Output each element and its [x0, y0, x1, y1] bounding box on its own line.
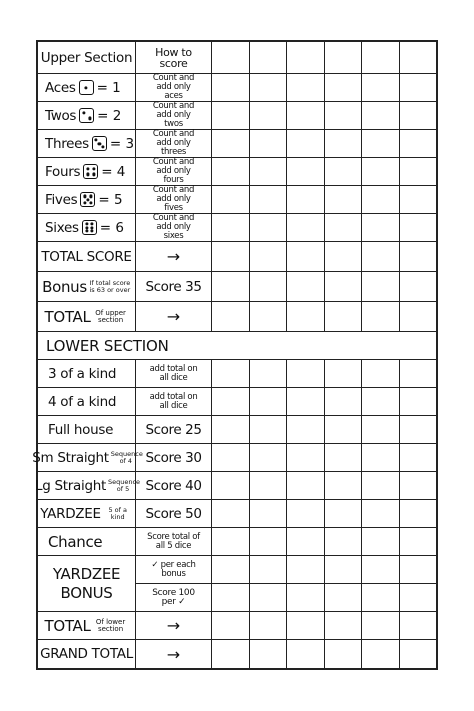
- score-cell[interactable]: [362, 42, 400, 74]
- score-cell[interactable]: [325, 528, 363, 556]
- score-cell[interactable]: [325, 640, 363, 668]
- score-cell[interactable]: [287, 272, 325, 302]
- category-label: Sm Straight: [32, 449, 109, 466]
- score-cell[interactable]: [362, 472, 400, 500]
- total-upper-label: TOTAL: [44, 307, 91, 326]
- score-cell[interactable]: [250, 360, 288, 388]
- score-cell[interactable]: [362, 130, 400, 158]
- score-cell[interactable]: [400, 584, 438, 612]
- scoring-rule: Count and add only sixes: [152, 213, 195, 241]
- lower-row: [38, 360, 436, 388]
- scoring-rule: Count and add only twos: [152, 101, 195, 129]
- score-cell[interactable]: [325, 242, 363, 272]
- score-cell[interactable]: [212, 416, 250, 444]
- scoring-rule-cell: [136, 388, 212, 416]
- score-cell[interactable]: [212, 242, 250, 272]
- face-value: = 6: [99, 219, 124, 236]
- score-cell[interactable]: [362, 556, 400, 584]
- score-cell[interactable]: [250, 242, 288, 272]
- category-note: 5 of a kind: [108, 505, 127, 521]
- score-cell[interactable]: [325, 584, 363, 612]
- score-cell[interactable]: [212, 640, 250, 668]
- score-cell[interactable]: [250, 612, 288, 640]
- how-to-score-label: How to score: [155, 45, 192, 70]
- score-cell[interactable]: [250, 214, 288, 242]
- score-cell[interactable]: [400, 214, 438, 242]
- score-cell[interactable]: [362, 158, 400, 186]
- score-cell[interactable]: [400, 74, 438, 102]
- score-cell[interactable]: [362, 272, 400, 302]
- grand-total-arrow-cell: [136, 640, 212, 668]
- yardzee-bonus-subrow: [38, 584, 436, 612]
- scoring-rule-cell: [136, 102, 212, 130]
- lower-label-cell: [38, 528, 136, 556]
- upper-section-label: Upper Section: [40, 49, 133, 66]
- score-cell[interactable]: [212, 42, 250, 74]
- score-cell[interactable]: [287, 130, 325, 158]
- score-cell[interactable]: [212, 388, 250, 416]
- score-cell[interactable]: [212, 556, 250, 584]
- scoring-rule-cell: [136, 416, 212, 444]
- total-upper-note: Of upper section: [95, 308, 126, 324]
- score-cell[interactable]: [212, 302, 250, 332]
- category-note: Sequence of 4: [110, 449, 143, 465]
- upper-row-sixes: [38, 214, 436, 242]
- arrow-icon: →: [166, 616, 181, 635]
- score-cell[interactable]: [287, 472, 325, 500]
- score-cell[interactable]: [400, 640, 438, 668]
- score-cell[interactable]: [400, 528, 438, 556]
- upper-row-aces: [38, 74, 436, 102]
- score-cell[interactable]: [250, 472, 288, 500]
- score-cell[interactable]: [212, 444, 250, 472]
- score-cell[interactable]: [250, 102, 288, 130]
- bonus-score: Score 35: [145, 278, 202, 295]
- grand-total-label-cell: [38, 640, 136, 668]
- score-cell[interactable]: [325, 416, 363, 444]
- lower-label-cell: [38, 500, 136, 528]
- lower-label-cell: [38, 416, 136, 444]
- category-label: Aces: [45, 79, 76, 96]
- score-cell[interactable]: [400, 416, 438, 444]
- face-value: = 2: [97, 107, 122, 124]
- arrow-icon: →: [166, 644, 181, 664]
- lower-row: [35, 472, 436, 500]
- yardzee-bonus-label: YARDZEE BONUS: [52, 564, 121, 602]
- upper-label-cell: [38, 74, 136, 102]
- category-label: Full house: [48, 421, 114, 438]
- total-lower-note: Of lower section: [95, 617, 126, 633]
- lower-row: [32, 444, 436, 472]
- score-cell[interactable]: [250, 388, 288, 416]
- score-cell[interactable]: [287, 388, 325, 416]
- score-cell[interactable]: [400, 42, 438, 74]
- score-cell[interactable]: [287, 556, 325, 584]
- scoring-rule: Count and add only fives: [152, 185, 195, 213]
- score-cell[interactable]: [362, 360, 400, 388]
- score-cell[interactable]: [287, 242, 325, 272]
- score-cell[interactable]: [325, 74, 363, 102]
- upper-row-fours: [38, 158, 436, 186]
- upper-label-cell: [38, 102, 136, 130]
- bonus-score-cell: [136, 272, 212, 302]
- score-cell[interactable]: [325, 186, 363, 214]
- score-cell[interactable]: [287, 158, 325, 186]
- category-label: Fives: [45, 191, 78, 208]
- category-label: 3 of a kind: [48, 365, 117, 382]
- score-cell[interactable]: [287, 42, 325, 74]
- scoring-rule-cell: [136, 500, 212, 528]
- scoring-rule-cell: [136, 186, 212, 214]
- lower-label-cell: [38, 388, 136, 416]
- upper-label-cell: [38, 130, 136, 158]
- yardzee-score-label: Score 100 per ✓: [152, 587, 195, 607]
- score-cell[interactable]: [362, 388, 400, 416]
- upper-label-cell: [38, 214, 136, 242]
- score-cell[interactable]: [362, 302, 400, 332]
- scoring-rule-cell: [136, 472, 212, 500]
- yardzee-check-label: ✓ per each bonus: [151, 559, 196, 579]
- score-cell[interactable]: [325, 102, 363, 130]
- upper-label-cell: [38, 186, 136, 214]
- scoring-rule: Score 40: [145, 477, 202, 494]
- lower-row: [38, 416, 436, 444]
- category-label: Threes: [45, 135, 89, 152]
- score-cell[interactable]: [287, 102, 325, 130]
- score-cell[interactable]: [325, 472, 363, 500]
- scoring-rule-cell: [136, 444, 212, 472]
- score-cell[interactable]: [212, 272, 250, 302]
- score-cell[interactable]: [250, 528, 288, 556]
- score-cell[interactable]: [325, 272, 363, 302]
- score-cell[interactable]: [212, 360, 250, 388]
- score-cell[interactable]: [212, 158, 250, 186]
- scoring-rule-cell: [136, 214, 212, 242]
- scoring-rule: Score 30: [145, 449, 202, 466]
- lower-label-cell: [32, 444, 143, 472]
- score-cell[interactable]: [362, 74, 400, 102]
- score-cell[interactable]: [400, 186, 438, 214]
- scoring-rule-cell: [136, 528, 212, 556]
- score-cell[interactable]: [325, 556, 363, 584]
- score-cell[interactable]: [362, 102, 400, 130]
- score-cell[interactable]: [400, 130, 438, 158]
- total-score-row: [38, 242, 436, 272]
- score-cell[interactable]: [212, 186, 250, 214]
- scoring-rule: Count and add only aces: [152, 73, 195, 101]
- grand-total-row: [38, 640, 436, 668]
- score-cell[interactable]: [400, 500, 438, 528]
- score-cell[interactable]: [400, 158, 438, 186]
- arrow-icon: →: [166, 247, 181, 266]
- category-label: Sixes: [45, 219, 79, 236]
- category-label: YARDZEE: [40, 505, 101, 522]
- score-cell[interactable]: [362, 416, 400, 444]
- score-cell[interactable]: [362, 528, 400, 556]
- upper-row-threes: [38, 130, 436, 158]
- score-cell[interactable]: [250, 186, 288, 214]
- scoring-rule-cell: [136, 74, 212, 102]
- total-upper-label-cell: [38, 302, 136, 332]
- scoring-rule: Count and add only fours: [152, 157, 195, 185]
- category-label: Fours: [45, 163, 81, 180]
- scoring-rule: Score 25: [145, 421, 202, 438]
- score-cell[interactable]: [287, 584, 325, 612]
- upper-section-header-row: [38, 42, 436, 74]
- score-cell[interactable]: [212, 528, 250, 556]
- yardzee-score-sheet: [32, 40, 438, 670]
- score-cell[interactable]: [287, 214, 325, 242]
- score-cell[interactable]: [287, 444, 325, 472]
- score-cell[interactable]: [325, 130, 363, 158]
- lower-label-cell: [38, 360, 136, 388]
- score-cell[interactable]: [325, 42, 363, 74]
- bonus-row: [38, 272, 436, 302]
- category-label: Lg Straight: [35, 477, 106, 494]
- score-cell[interactable]: [325, 444, 363, 472]
- score-cell[interactable]: [287, 360, 325, 388]
- score-cell[interactable]: [250, 584, 288, 612]
- score-cell[interactable]: [287, 416, 325, 444]
- score-cell[interactable]: [362, 640, 400, 668]
- score-cell[interactable]: [212, 612, 250, 640]
- score-cell[interactable]: [400, 272, 438, 302]
- yardzee-bonus-subrow: [38, 556, 436, 584]
- scoring-rule: Score total of all 5 dice: [147, 531, 200, 551]
- die-3-icon: [92, 136, 107, 151]
- score-cell[interactable]: [362, 612, 400, 640]
- bonus-note: If total score is 63 or over: [89, 278, 131, 294]
- score-cell[interactable]: [400, 302, 438, 332]
- score-cell[interactable]: [287, 302, 325, 332]
- score-cell[interactable]: [212, 74, 250, 102]
- score-cell[interactable]: [287, 186, 325, 214]
- scoring-rule: add total on all dice: [149, 391, 198, 411]
- yardzee-bonus-row: [38, 556, 436, 612]
- score-cell[interactable]: [325, 500, 363, 528]
- score-cell[interactable]: [250, 272, 288, 302]
- lower-label-cell: [35, 472, 141, 500]
- face-value: = 3: [109, 135, 135, 152]
- score-cell[interactable]: [362, 500, 400, 528]
- total-score-label: TOTAL SCORE: [41, 248, 132, 265]
- score-cell[interactable]: [400, 242, 438, 272]
- grand-total-label: GRAND TOTAL: [40, 646, 133, 662]
- category-label: Twos: [45, 107, 77, 124]
- lower-section-header: [38, 332, 436, 360]
- score-cell[interactable]: [325, 302, 363, 332]
- face-value: = 4: [101, 163, 126, 180]
- score-cell[interactable]: [250, 302, 288, 332]
- die-1-icon: [79, 80, 94, 95]
- score-cell[interactable]: [400, 444, 438, 472]
- score-cell[interactable]: [400, 388, 438, 416]
- score-cell[interactable]: [362, 584, 400, 612]
- category-label: 4 of a kind: [48, 393, 117, 410]
- total-lower-row: [38, 612, 436, 640]
- total-upper-arrow-cell: [136, 302, 212, 332]
- lower-row: [38, 500, 436, 528]
- score-cell[interactable]: [400, 102, 438, 130]
- score-cell[interactable]: [362, 186, 400, 214]
- score-cell[interactable]: [325, 360, 363, 388]
- arrow-icon: →: [166, 307, 181, 326]
- category-label: Chance: [48, 532, 103, 551]
- score-cell[interactable]: [287, 640, 325, 668]
- total-score-label-cell: [38, 242, 136, 272]
- score-cell[interactable]: [212, 130, 250, 158]
- die-5-icon: [80, 192, 95, 207]
- score-cell[interactable]: [325, 158, 363, 186]
- die-4-icon: [83, 164, 98, 179]
- face-value: = 5: [98, 191, 123, 208]
- score-cell[interactable]: [325, 612, 363, 640]
- die-6-icon: [82, 220, 97, 235]
- score-cell[interactable]: [212, 584, 250, 612]
- score-cell[interactable]: [250, 444, 288, 472]
- score-cell[interactable]: [250, 42, 288, 74]
- score-cell[interactable]: [400, 472, 438, 500]
- score-cell[interactable]: [362, 214, 400, 242]
- upper-row-fives: [38, 186, 436, 214]
- score-cell[interactable]: [212, 500, 250, 528]
- upper-row-twos: [38, 102, 436, 130]
- bonus-label-cell: [38, 272, 136, 302]
- score-cell[interactable]: [287, 528, 325, 556]
- score-cell[interactable]: [400, 360, 438, 388]
- scoring-rule-cell: [136, 158, 212, 186]
- score-cell[interactable]: [362, 444, 400, 472]
- total-lower-label-cell: [38, 612, 136, 640]
- score-cell[interactable]: [250, 640, 288, 668]
- score-cell[interactable]: [212, 472, 250, 500]
- score-cell[interactable]: [287, 612, 325, 640]
- total-upper-row: [38, 302, 436, 332]
- score-cell[interactable]: [250, 74, 288, 102]
- score-cell[interactable]: [250, 416, 288, 444]
- scoring-rule-cell: [136, 360, 212, 388]
- score-cell[interactable]: [212, 102, 250, 130]
- total-lower-arrow-cell: [136, 612, 212, 640]
- how-to-score-cell: [136, 42, 212, 74]
- total-lower-label: TOTAL: [44, 616, 91, 635]
- total-score-arrow-cell: [136, 242, 212, 272]
- score-cell[interactable]: [250, 130, 288, 158]
- score-cell[interactable]: [325, 388, 363, 416]
- score-cell[interactable]: [212, 214, 250, 242]
- score-cell[interactable]: [250, 158, 288, 186]
- scoring-rule: Score 50: [145, 505, 202, 522]
- lower-section-label: LOWER SECTION: [46, 336, 169, 355]
- score-cell[interactable]: [400, 556, 438, 584]
- lower-row: [38, 388, 436, 416]
- upper-label-cell: [38, 158, 136, 186]
- scoring-rule: add total on all dice: [149, 363, 198, 383]
- lower-row: [38, 528, 436, 556]
- category-note: Sequence of 5: [107, 477, 141, 493]
- score-cell[interactable]: [325, 214, 363, 242]
- score-cell[interactable]: [287, 500, 325, 528]
- score-cell[interactable]: [362, 242, 400, 272]
- die-2-icon: [79, 108, 94, 123]
- bonus-label: Bonus: [42, 277, 87, 296]
- upper-section-label-cell: [38, 42, 136, 74]
- scoring-rule: Count and add only threes: [152, 129, 195, 157]
- face-value: = 1: [96, 79, 121, 96]
- score-cell[interactable]: [250, 500, 288, 528]
- score-cell[interactable]: [250, 556, 288, 584]
- scoring-rule-cell: [136, 130, 212, 158]
- score-cell[interactable]: [400, 612, 438, 640]
- score-cell[interactable]: [287, 74, 325, 102]
